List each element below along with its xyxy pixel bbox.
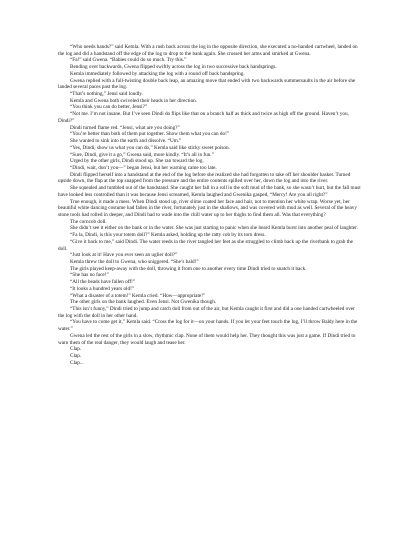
paragraph: Bending over backwards, Gwena flipped swiftly across the log in two successive back handsprings. — [70, 64, 277, 71]
paragraph: Dindi turned flame red. “Jensi, what are you doing?” — [70, 124, 180, 131]
body-text — [58, 44, 362, 367]
paragraph: “Give it back to me,” said Dindi. The water reeds in the river tangled her feet as she struggled to climb back up the riverbank to grab the doll. — [58, 238, 353, 252]
paragraph: “It looks a hundred years old!” — [70, 285, 135, 292]
paragraph: “She has no face!” — [70, 272, 109, 279]
paragraph: Gwena replied with a full-twisting double back leap, an amazing move that ended with two backwards summersaults in the air before she landed several paces past the log. — [58, 77, 356, 91]
paragraph: “Dindi, wait, don’t you—” began Jensi, but her warning came too late. — [70, 164, 217, 171]
paragraph: “Who needs hands?” said Kemla. With a rush back across the log in the opposite direction, she executed a no-handed cartwheel, landed on the log and did a handstand off the edge of the log to drop to the bank again. She crossed her arms and smirked at Gwena. — [58, 44, 358, 57]
paragraph: She didn’t see it either on the bank or in the water. She was just starting to panic when she heard Kemla burst into another peal of laughter. — [70, 225, 358, 232]
paragraph: She wanted to sink into the earth and dissolve. “Um.” — [70, 138, 182, 145]
paragraph: The girls played keep-away with the doll, throwing it from one to another every time Dindi tried to snatch it back. — [70, 265, 307, 272]
paragraph: True enough, it made a mess. When Dindi stood up, river slime coated her face and hair, not to mention her white wrap. Worse yet, her beautiful white dancing costume had fallen in the river, fortunately just in the shallows, and was covered with mud as well. Several of the heavy stone tools had rolled in deeper, and Dindi had to wade into the chill water up to her thighs to find them all. Was that everything? — [58, 198, 357, 218]
paragraph: “Fa la, Dindi, is this your totem doll?” Kemla asked, holding up the ratty cob by its torn dress. — [70, 232, 266, 239]
paragraph: She squealed and tumbled out of the handstand. She caught her fall in a roll in the soft mud of the bank, so she wasn’t hurt, but the fall must have looked less controlled than it was because Jensi screamed, Kemla laughed and Gwenika gasped, “Mercy! Are you all right?” — [58, 185, 361, 198]
paragraph: “Fa!” said Gwena. “Babies could do so much. Try this.” — [70, 57, 187, 64]
paragraph: Clap... — [70, 359, 84, 366]
paragraph: “This isn’t funny,” Dindi tried to jump and catch doll from out of the air, but Kemla caught it first and did a one handed cartwheeled over the log with the doll in her other hand. — [58, 306, 355, 319]
paragraph: “You think you can do better, Jensi?” — [70, 104, 148, 111]
paragraph: “Sure, Dindi, give it a go,” Gwena said, more kindly. “It’s all in fun.” — [70, 151, 214, 158]
paragraph: Kemla immediately followed by attacking the log with a round off back handspring. — [70, 70, 245, 77]
paragraph: Gwena led the rest of the girls in a slow, rhythmic clap. None of them would help her. They thought this was just a game. If Dindi tried to warn them of the real danger, they would laugh and tease her. — [58, 332, 356, 346]
paragraph: “You have to come get it,” Kemla said. “Cross the log for it—on your hands. If you let your feet touch the log, I’ll throw Baldy here in the water.” — [58, 319, 358, 333]
paragraph: Dindi flipped herself into a handstand at the end of the log before she realized she had forgotten to take off her shoulder basket. Turned upside down, the flap at the top snapped from the pressure and the entire contents spilled over her, down the log and into the river. — [58, 171, 351, 185]
paragraph: “What a disaster of a totem!” Kemla cried. “How—appropriate!” — [70, 292, 206, 299]
paragraph: The other girls on the bank laughed. Even Jensi. Not Gwenika though. — [70, 299, 217, 306]
paragraph: Clap. — [70, 353, 82, 360]
paragraph: Kemla threw the doll to Gwena, who sniggered. “She’s bald!” — [70, 259, 199, 265]
paragraph: The corncob doll. — [70, 218, 107, 225]
paragraph: “You’re better than both of them put together. Show them what you can do!” — [70, 131, 230, 138]
paragraph: Kemla and Gwena both swiveled their heads in her direction. — [70, 97, 198, 104]
paragraph: “Just look at it! Have you ever seen an uglier doll?” — [70, 252, 178, 259]
paragraph: “That’s nothing,” Jensi said loudly. — [70, 91, 143, 98]
paragraph: “Not me. I’m not insane. But I’ve seen Dindi do flips like that on a branch half as thick and twice as high off the ground. Haven’t you, Dindi?” — [58, 111, 349, 124]
paragraph: “Yes, Dindi, show us what you can do,” Kemla said like sticky sweet poison. — [70, 144, 230, 151]
paragraph: Clap. — [70, 346, 82, 353]
paragraph: Urged by the other girls, Dindi stood up. She ran toward the log. — [70, 158, 204, 165]
paragraph: “All the beads have fallen off!” — [70, 279, 136, 286]
